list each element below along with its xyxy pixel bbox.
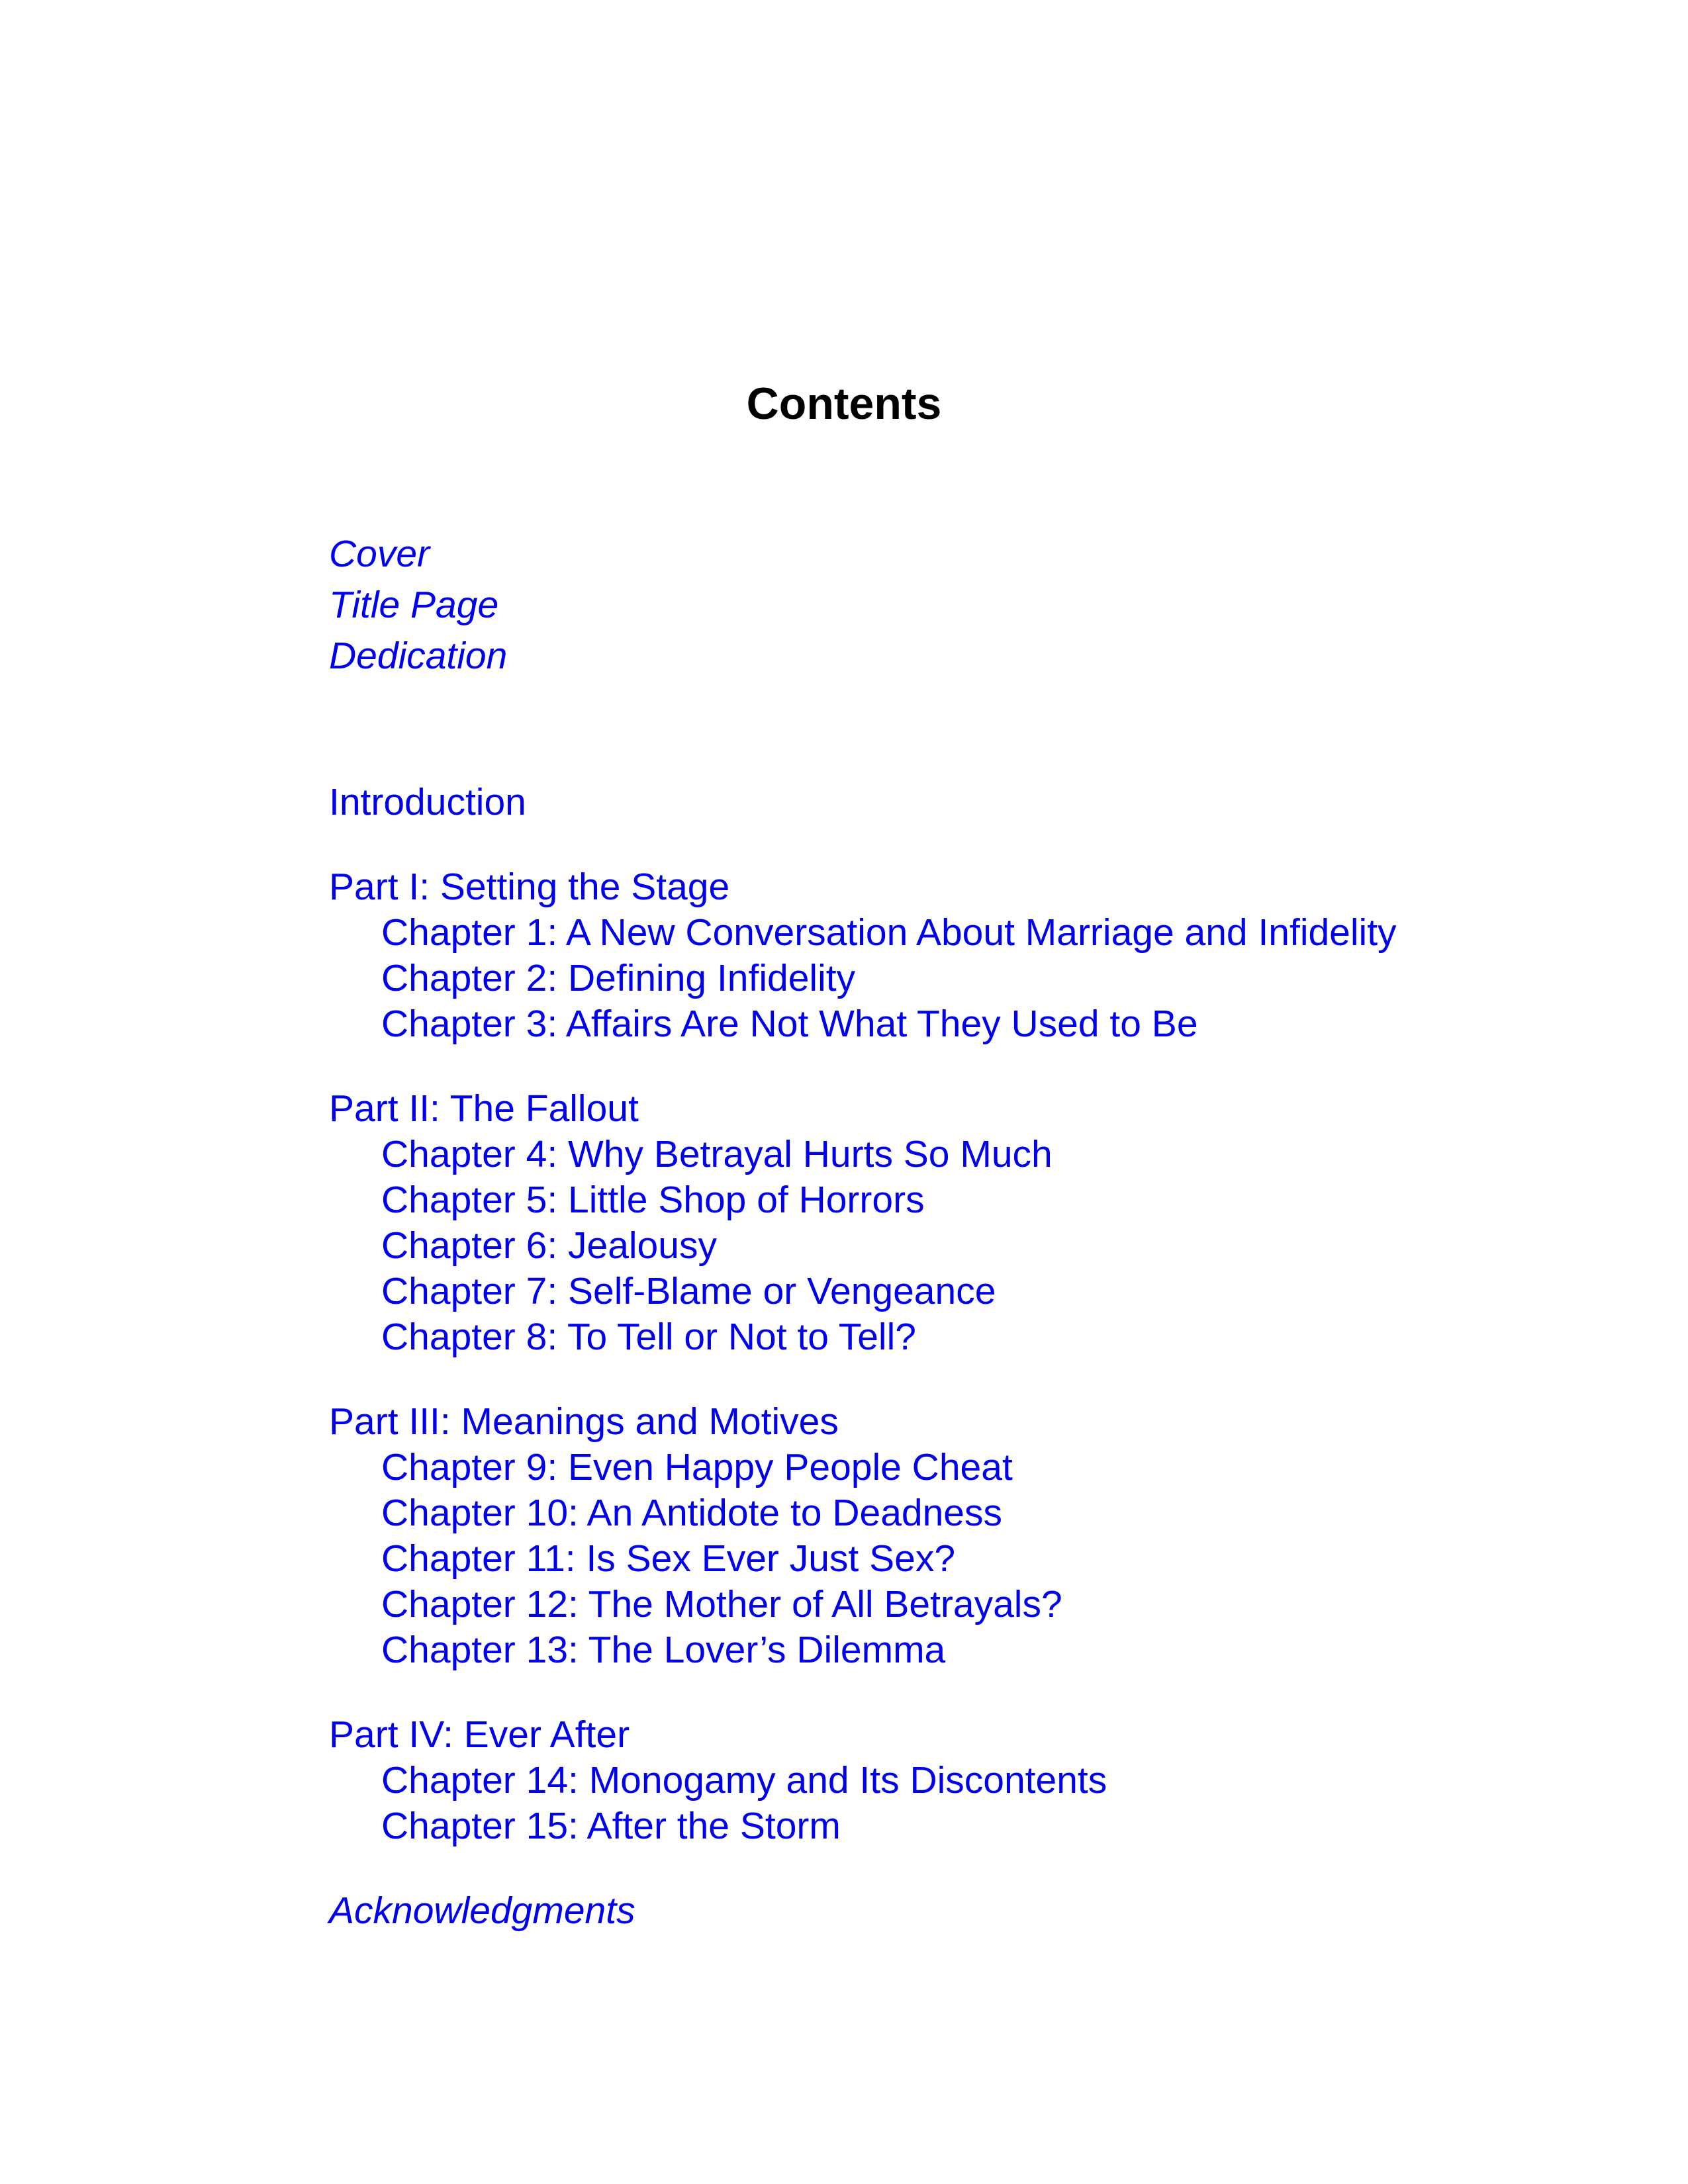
toc-link-chapter-12[interactable]: Chapter 12: The Mother of All Betrayals? <box>381 1583 1062 1625</box>
page-title: Contents <box>746 379 942 429</box>
toc-link-chapter-14[interactable]: Chapter 14: Monogamy and Its Discontents <box>381 1759 1107 1801</box>
toc-link-chapter-8[interactable]: Chapter 8: To Tell or Not to Tell? <box>381 1316 916 1358</box>
toc-link-part-1[interactable]: Part I: Setting the Stage <box>329 866 730 908</box>
toc-link-chapter-15[interactable]: Chapter 15: After the Storm <box>381 1805 841 1847</box>
toc-link-chapter-5[interactable]: Chapter 5: Little Shop of Horrors <box>381 1179 925 1221</box>
toc-link-chapter-13[interactable]: Chapter 13: The Lover’s Dilemma <box>381 1629 946 1671</box>
toc-link-part-3[interactable]: Part III: Meanings and Motives <box>329 1400 839 1443</box>
toc-link-part-4[interactable]: Part IV: Ever After <box>329 1713 630 1756</box>
toc-link-chapter-7[interactable]: Chapter 7: Self-Blame or Vengeance <box>381 1270 996 1312</box>
toc-link-dedication[interactable]: Dedication <box>329 635 508 677</box>
toc-link-chapter-9[interactable]: Chapter 9: Even Happy People Cheat <box>381 1446 1013 1488</box>
toc-link-cover[interactable]: Cover <box>329 533 430 575</box>
toc-link-chapter-1[interactable]: Chapter 1: A New Conversation About Marriage and Infidelity <box>381 911 1397 954</box>
toc-link-chapter-4[interactable]: Chapter 4: Why Betrayal Hurts So Much <box>381 1133 1053 1175</box>
toc-link-chapter-6[interactable]: Chapter 6: Jealousy <box>381 1224 717 1267</box>
toc-link-part-2[interactable]: Part II: The Fallout <box>329 1087 639 1130</box>
toc-link-chapter-10[interactable]: Chapter 10: An Antidote to Deadness <box>381 1492 1002 1534</box>
toc-link-chapter-11[interactable]: Chapter 11: Is Sex Ever Just Sex? <box>381 1537 956 1580</box>
toc-link-introduction[interactable]: Introduction <box>329 781 526 823</box>
toc-link-title-page[interactable]: Title Page <box>329 584 499 626</box>
toc-link-acknowledgments[interactable]: Acknowledgments <box>329 1889 635 1932</box>
toc-link-chapter-3[interactable]: Chapter 3: Affairs Are Not What They Used to Be <box>381 1003 1198 1045</box>
toc-link-chapter-2[interactable]: Chapter 2: Defining Infidelity <box>381 957 856 999</box>
